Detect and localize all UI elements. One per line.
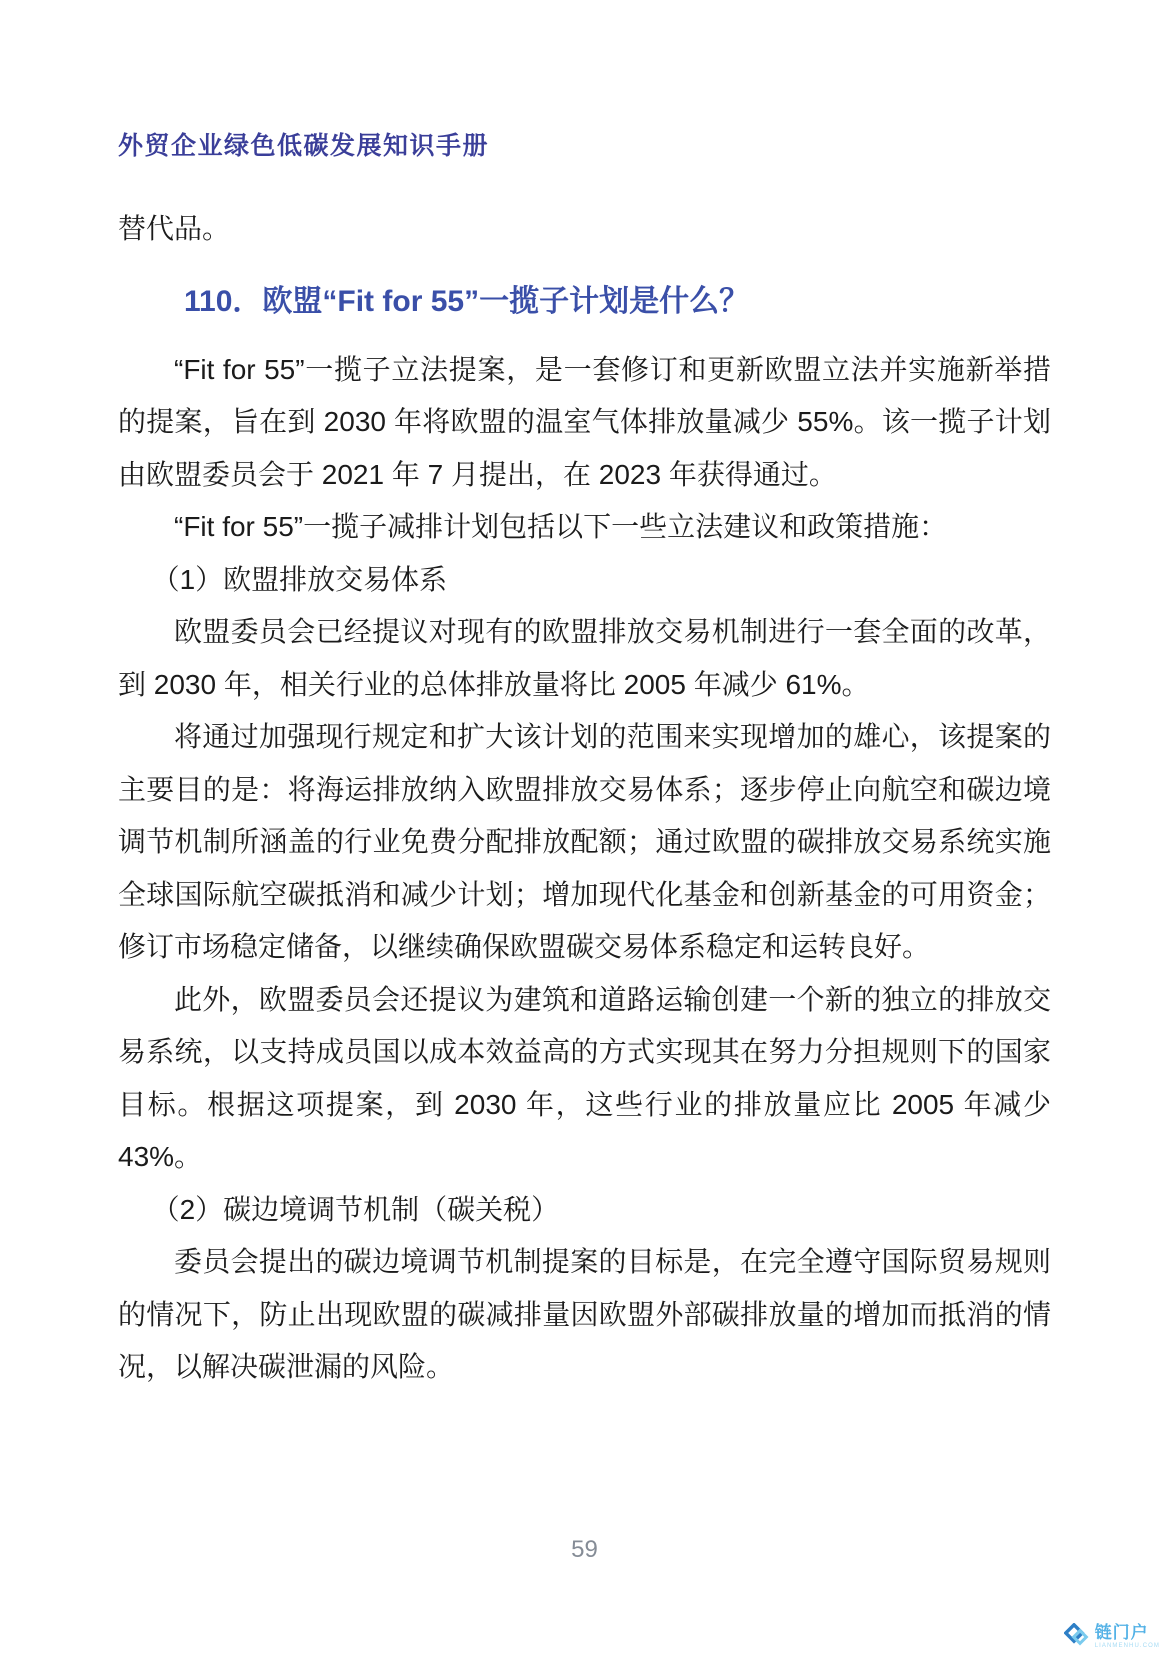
watermark-text-block bbox=[1095, 1624, 1160, 1649]
document-body bbox=[118, 203, 1051, 1394]
page-number: 59 bbox=[571, 1536, 598, 1563]
paragraph: 此外，欧盟委员会还提议为建筑和道路运输创建一个新的独立的排放交易系统，以支持成员国以成本效益高的方式实现其在努力分担规则下的国家目标。根据这项提案，到 2030 年，这些行业的排放量应比 2005 年减少 43%。 bbox=[118, 983, 1051, 1172]
brand-name: 链门户 bbox=[1094, 1622, 1149, 1642]
paragraph: 将通过加强现行规定和扩大该计划的范围来实现增加的雄心，该提案的主要目的是：将海运排放纳入欧盟排放交易体系；逐步停止向航空和碳边境调节机制所涵盖的行业免费分配排放配额；通过欧盟的碳排放交易系统实施全球国际航空碳抵消和减少计划；增加现代化基金和创新基金的可用资金；修订市场稳定储备，以继续确保欧盟碳交易体系稳定和运转良好。 bbox=[118, 721, 1051, 962]
paragraph: “Fit for 55”一揽子减排计划包括以下一些立法建议和政策措施： bbox=[174, 511, 948, 542]
interlocked-diamonds-logo-icon bbox=[1064, 1623, 1090, 1649]
paragraph: 委员会提出的碳边境调节机制提案的目标是，在完全遵守国际贸易规则的情况下，防止出现欧盟的碳减排量因欧盟外部碳排放量的增加而抵消的情况，以解决碳泄漏的风险。 bbox=[118, 1246, 1051, 1382]
section-heading: 110．欧盟“Fit for 55”一揽子计划是什么？ bbox=[184, 284, 750, 318]
document-header-title: 外贸企业绿色低碳发展知识手册 bbox=[118, 132, 490, 160]
paragraph: “Fit for 55”一揽子立法提案，是一套修订和更新欧盟立法并实施新举措的提案，旨在到 2030 年将欧盟的温室气体排放量减少 55%。该一揽子计划由欧盟委员会于 2021 年 7 月提出，在 2023 年获得通过。 bbox=[118, 353, 1051, 490]
lianmenhu-watermark bbox=[1064, 1623, 1160, 1649]
paragraph: 欧盟委员会已经提议对现有的欧盟排放交易机制进行一套全面的改革，到 2030 年，相关行业的总体排放量将比 2005 年减少 61%。 bbox=[118, 616, 1051, 700]
list-item-1: （1）欧盟排放交易体系 bbox=[151, 563, 448, 595]
brand-domain: LIANMENHU.COM bbox=[1094, 1642, 1160, 1649]
paragraph-continuation-fragment: 替代品。 bbox=[118, 213, 231, 244]
list-item-2: （2）碳边境调节机制（碳关税） bbox=[151, 1193, 560, 1225]
